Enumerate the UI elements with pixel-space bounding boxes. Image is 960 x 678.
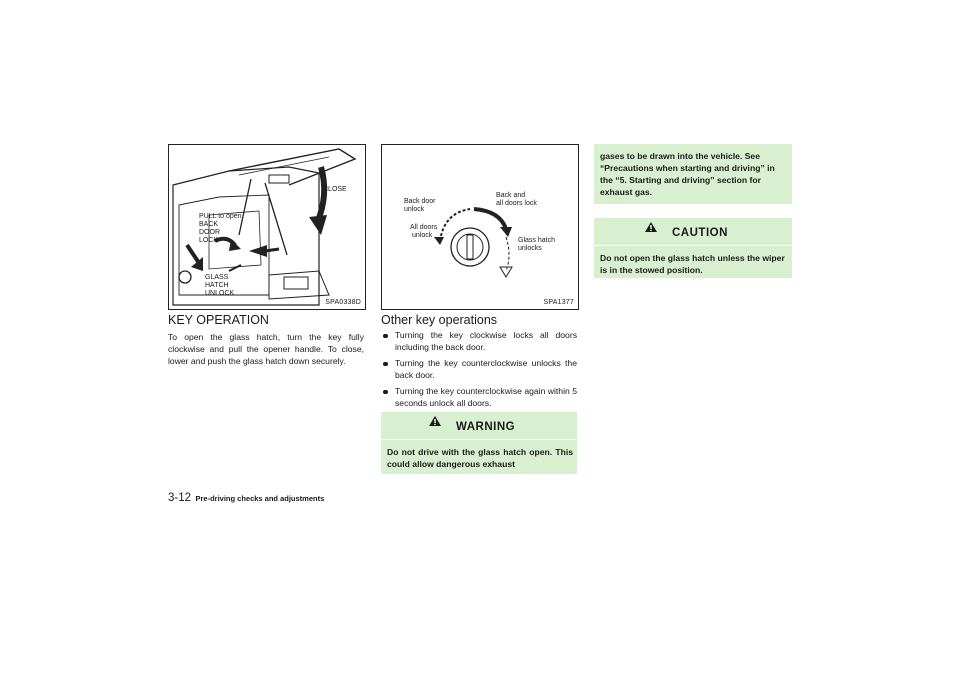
warning-triangle-icon [429,416,441,426]
page-footer [168,488,324,506]
warning-box [381,412,577,474]
other-key-operations-list [381,330,577,414]
figure-glass-hatch [168,144,366,310]
figure-code: SPA1377 [543,299,574,306]
list-item: Turning the key clockwise locks all doors including the back door. [381,330,577,353]
label-back-door-2: unlock [404,206,425,213]
label-pull-2: BACK [199,221,219,228]
caution-text: Do not open the glass hatch unless the wiper is in the stowed position. [600,253,785,275]
warning-continued-box [594,144,792,204]
key-cylinder-illustration [382,145,578,309]
warning-continued-text: gases to be drawn into the vehicle. See “Precautions when starting and driving” in the “5. Starting and driving” section for exhaust gas. [600,151,775,197]
label-pull-4: LOCK [199,237,219,244]
figure-key-cylinder [381,144,579,310]
label-all-doors-2: unlock [412,232,433,239]
label-back-all-2: all doors lock [496,200,537,207]
label-glass-hatch-2: unlocks [518,245,542,252]
label-pull-1: PULL to open [199,213,242,220]
glass-hatch-illustration [169,145,365,309]
section-heading-other-key-operations: Other key operations [381,313,498,327]
bullet-icon [383,362,388,367]
page-number: 3-12 [168,492,192,504]
list-item: Turning the key counterclockwise again within 5 seconds unlock all doors. [381,386,577,409]
section-title: Pre-driving checks and adjustments [195,494,325,503]
bullet-icon [383,334,388,339]
warning-title: WARNING [456,421,516,433]
label-back-door-1: Back door [404,198,436,205]
caution-triangle-icon [645,222,657,232]
label-pull-3: DOOR [199,229,220,236]
label-close: CLOSE [323,186,347,193]
key-operation-text: To open the glass hatch, turn the key fully clockwise and pull the opener handle. To close, lower and push the glass hatch down securely. [168,332,364,366]
section-heading-key-operation: KEY OPERATION [168,313,269,327]
label-back-all-1: Back and [496,192,526,199]
label-glass-hatch-1: Glass hatch [518,237,555,244]
label-glass-1: GLASS [205,274,229,281]
label-all-doors-1: All doors [410,224,438,231]
label-glass-3: UNLOCK [205,290,235,297]
list-item: Turning the key counterclockwise unlocks the back door. [381,358,577,381]
caution-box [594,218,792,278]
label-glass-2: HATCH [205,282,229,289]
caution-title: CAUTION [672,227,728,239]
warning-text: Do not drive with the glass hatch open. This could allow dangerous exhaust [387,447,573,469]
figure-code: SPA0338D [325,299,361,306]
bullet-icon [383,390,388,395]
